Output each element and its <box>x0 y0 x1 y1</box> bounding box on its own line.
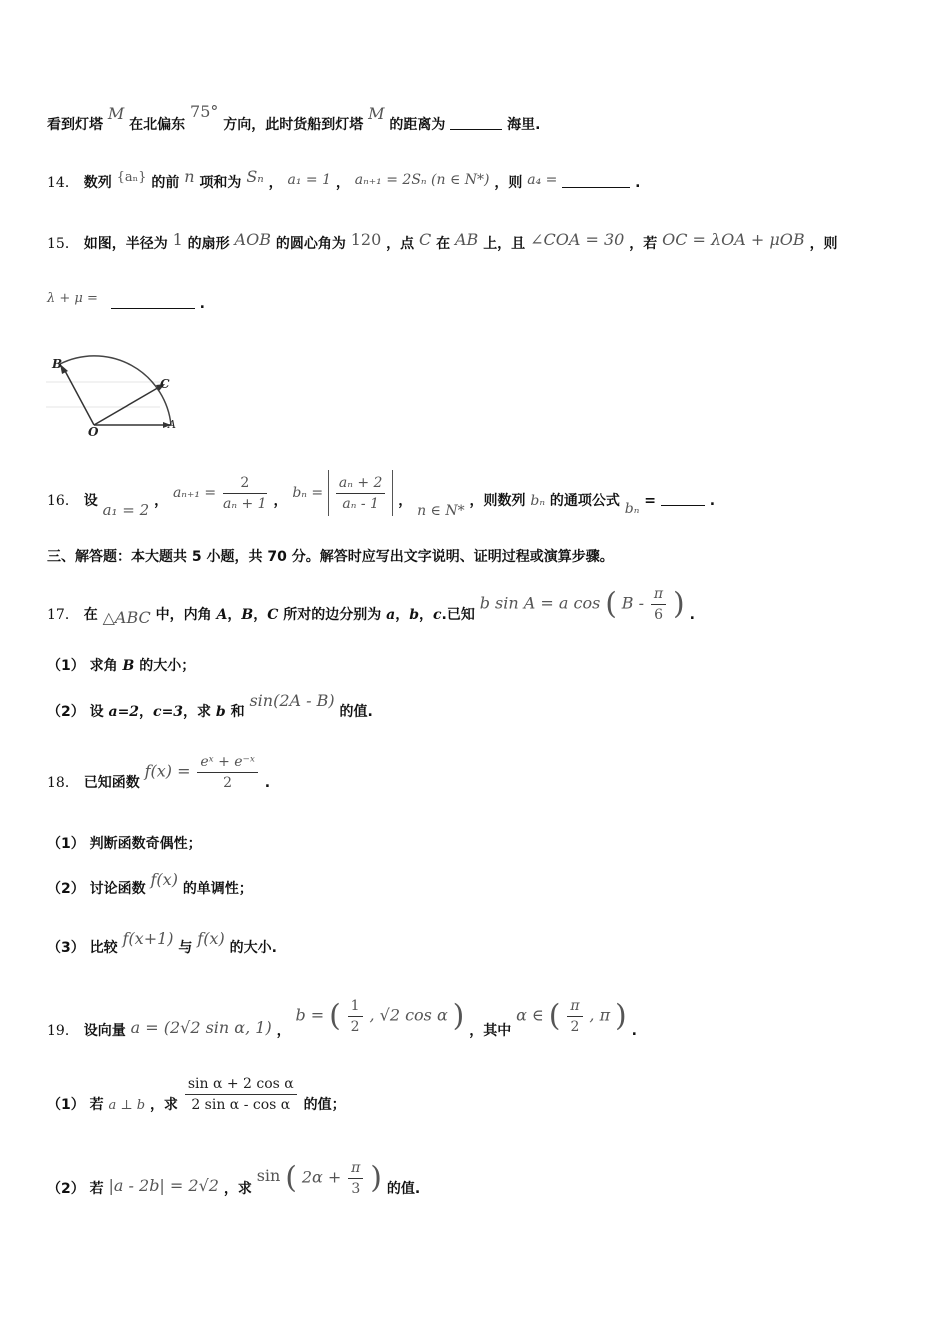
part-label: （1） <box>47 836 85 852</box>
part-label: （1） <box>47 1096 85 1113</box>
section-3-heading <box>47 547 614 567</box>
q14-text: 项和为 <box>199 175 242 191</box>
part-label: （3） <box>47 940 85 956</box>
math-b-vec: b = <box>295 1005 325 1025</box>
q14-text: ，则 <box>494 175 523 191</box>
math-bseq: bₙ <box>530 493 546 509</box>
q18-part-2 <box>47 870 253 899</box>
q13-line <box>47 102 541 135</box>
q18-part-1 <box>47 834 202 854</box>
part-text: ，求 <box>183 704 212 720</box>
q15-text: 在 <box>436 236 451 252</box>
part-text: 的大小； <box>139 658 196 674</box>
b-fraction <box>336 473 386 514</box>
math-sin: sin <box>256 1165 281 1185</box>
math-expr: sin(2A - B) <box>249 691 335 710</box>
math-f: f(x) <box>150 870 178 889</box>
part-text: 求角 <box>89 658 118 674</box>
answer-blank <box>562 173 630 188</box>
question-15-ask: λ + μ = . <box>47 291 205 312</box>
q16-text: 设 <box>83 493 98 509</box>
part-text: 和 <box>230 704 245 720</box>
question-number: 17． <box>47 606 79 623</box>
part-text: 讨论函数 <box>89 881 146 897</box>
math-n: n <box>184 167 195 186</box>
q15-text: ，则 <box>809 236 838 252</box>
math-domain: n ∈ N* <box>417 503 465 519</box>
q15-text: 的扇形 <box>187 236 230 252</box>
math-cond: ∠COA = 30 <box>530 230 625 249</box>
frac-den: 6 <box>654 607 663 623</box>
math-cond: aₙ₊₁ = 2Sₙ (n ∈ N*) <box>354 172 490 188</box>
q13-text: 海里. <box>507 117 541 133</box>
q13-text: 方向，此时货船到灯塔 <box>223 117 364 133</box>
question-17: 17． 在 △ABC 中，内角 A，B，C 所对的边分别为 a，b，c.已知 b sin A = a cos ( B - $\frac{\pi}{6}$ ) . <box>47 586 695 627</box>
part-text: 若 <box>89 1180 104 1197</box>
var-B: B <box>122 658 135 674</box>
question-16: 16． 设 a₁ = 2 ， aₙ₊₁ = $\frac{2}{\text{aₙ + 1}}$ ， bₙ = $\frac{\text{aₙ + 2}}{\text{aₙ - 1}}$ ， n ∈ N* ，则数列 bₙ 的通项公式 bₙ = . <box>47 470 715 516</box>
q16-text: 的通项公式 <box>549 493 620 509</box>
part-label: （2） <box>47 881 85 897</box>
math-r: 1 <box>172 230 183 249</box>
part-text: 判断函数奇偶性； <box>89 836 202 852</box>
q16-text: ，则数列 <box>469 493 526 509</box>
q13-text: 看到灯塔 <box>47 117 103 133</box>
question-number: 15． <box>47 236 79 252</box>
frac-num: π <box>567 996 582 1017</box>
q18-text: 已知函数 <box>83 774 140 791</box>
q13-text: 的距离为 <box>389 117 446 133</box>
pi-over-3 <box>348 1158 363 1199</box>
math-a-vec: a = (2√2 sin α, 1) <box>130 1017 272 1037</box>
question-number: 19． <box>47 1022 79 1039</box>
math-cond: |a - 2b| = 2√2 <box>108 1175 219 1195</box>
frac-num: 1 <box>348 996 363 1017</box>
math-angle: 75° <box>190 102 219 121</box>
q17-part-1 <box>47 656 195 676</box>
q19-part-1 <box>47 1074 346 1115</box>
question-number: 18． <box>47 774 79 791</box>
frac-den: 2 sin α - cos α <box>191 1097 291 1113</box>
q19-text: ，其中 <box>469 1022 512 1039</box>
var-B: B <box>241 606 254 623</box>
f-fraction <box>197 752 258 793</box>
part-text: 的大小. <box>229 940 277 956</box>
q17-text: 中，内角 <box>155 606 212 623</box>
label-C: C <box>160 377 170 391</box>
math-rec-lhs: aₙ₊₁ = <box>172 485 217 501</box>
q17-text: 在 <box>83 606 98 623</box>
frac-num: aₙ + 2 <box>336 473 386 494</box>
math-sector: AOB <box>234 230 271 249</box>
var-A: A <box>216 606 228 623</box>
q13-text: 在北偏东 <box>129 117 186 133</box>
abs-bar <box>328 470 329 516</box>
math-seq: {aₙ} <box>116 170 147 185</box>
sector-figure <box>40 344 190 439</box>
question-14: 14． 数列 {aₙ} 的前 n 项和为 Sₙ ， a₁ = 1 ， aₙ₊₁ = 2Sₙ (n ∈ N*) ，则 a₄ = . <box>47 167 641 191</box>
q15-text: 上，且 <box>483 236 526 252</box>
var-b: b <box>215 704 226 720</box>
part-text: ，求 <box>149 1096 178 1113</box>
pi-over-6 <box>651 584 666 625</box>
frac-den: 2 <box>350 1019 360 1035</box>
math-M: M <box>107 104 125 123</box>
part-text: 的值. <box>386 1180 421 1197</box>
math-eq: b sin A = a cos <box>479 593 601 613</box>
math-alpha: α ∈ <box>516 1005 544 1025</box>
q17-text: 所对的边分别为 <box>283 606 382 623</box>
part-label: （1） <box>47 658 85 674</box>
math-M: M <box>368 104 385 123</box>
question-number: 16． <box>47 493 79 509</box>
pi-over-2 <box>567 996 582 1037</box>
math-a-rest: , π <box>589 1005 611 1025</box>
frac-den: aₙ - 1 <box>342 495 379 512</box>
math-b-rest: , √2 cos α <box>369 1005 448 1025</box>
frac-den: 2 <box>223 775 233 791</box>
q17-text: .已知 <box>441 606 475 623</box>
label-O: O <box>88 425 99 439</box>
var-cond: a=2 <box>108 704 140 720</box>
answer-blank <box>450 115 502 130</box>
question-18: 18． 已知函数 f(x) = $\frac{\text{eˣ + e⁻ˣ}}{2}$ . <box>47 754 271 791</box>
question-19: 19． 设向量 a = (2√2 sin α, 1) ， b = ( $\frac{1}{2}$ , √2 cos α ) ，其中 α ∈ ( $\frac{\pi}{2}$ , π ) . <box>47 998 637 1039</box>
q14-text: 数列 <box>83 175 112 191</box>
math-eq-inner: B - <box>621 593 645 613</box>
frac-num: π <box>651 584 666 605</box>
math-cond: a₁ = 1 <box>287 172 332 188</box>
math-vec: OC = λOA + μOB <box>662 230 805 249</box>
trig-fraction <box>185 1074 297 1115</box>
frac-num: π <box>348 1158 363 1179</box>
q15-text: ，点 <box>386 236 415 252</box>
part-text: 若 <box>89 1096 104 1113</box>
answer-blank <box>661 491 705 506</box>
frac-den: 2 <box>570 1019 580 1035</box>
q18-part-3 <box>47 929 277 958</box>
math-f: f(x) = <box>144 761 191 781</box>
frac-num: sin α + 2 cos α <box>185 1074 297 1095</box>
part-text: 设 <box>89 704 104 720</box>
frac-num: 2 <box>223 473 267 494</box>
answer-blank <box>111 294 195 309</box>
q14-text: 的前 <box>151 175 180 191</box>
segment-OB <box>64 369 94 425</box>
math-S: Sₙ <box>246 167 264 186</box>
math-a1: a₁ = 2 <box>102 501 150 519</box>
part-text: 的单调性； <box>182 881 253 897</box>
q19-text: 设向量 <box>83 1022 126 1039</box>
label-B: B <box>52 357 63 371</box>
segment-OC <box>94 386 161 425</box>
faded-scan-marks <box>46 382 160 407</box>
part-label: （2） <box>47 704 85 720</box>
part-text: 比较 <box>89 940 118 956</box>
part-text: 的值. <box>339 704 373 720</box>
math-angle: 120 <box>350 230 382 249</box>
math-perp: a ⊥ b <box>108 1097 146 1113</box>
math-bn: bₙ <box>624 501 640 517</box>
math-inner: 2α + <box>301 1167 342 1187</box>
math-C: C <box>419 230 432 249</box>
var-a: a <box>386 606 396 623</box>
part-text: 的值； <box>303 1096 346 1113</box>
math-f: f(x+1) <box>122 929 174 948</box>
part-text: 与 <box>178 940 193 956</box>
var-b: b <box>409 606 419 623</box>
part-label: （2） <box>47 1180 85 1197</box>
abs-bar <box>392 470 393 516</box>
var-C: C <box>267 606 279 623</box>
frac-num: eˣ + e⁻ˣ <box>197 752 258 773</box>
math-b-lhs: bₙ = <box>292 485 324 501</box>
rec-fraction <box>223 473 267 514</box>
math-arc: AB <box>455 230 479 249</box>
q16-text: = <box>644 493 657 509</box>
var-cond: c=3 <box>153 704 184 720</box>
half-fraction <box>348 996 363 1037</box>
math-triangle: △ABC <box>102 607 151 627</box>
q15-text: ，若 <box>629 236 658 252</box>
q15-text: 如图，半径为 <box>83 236 168 252</box>
frac-den: 3 <box>351 1181 361 1197</box>
section-title: 三、解答题：本大题共 5 小题，共 70 分。解答时应写出文字说明、证明过程或演算步骤。 <box>47 549 614 565</box>
question-number: 14． <box>47 175 79 191</box>
math-f: f(x) <box>197 929 225 948</box>
q15-text: 的圆心角为 <box>275 236 346 252</box>
label-A: A <box>168 418 176 431</box>
var-c: c <box>432 606 442 623</box>
q19-part-2: （2） 若 |a - 2b| = 2√2 ，求 sin ( 2α + $\frac{\pi}{3}$ ) 的值. <box>47 1160 421 1197</box>
frac-den: aₙ + 1 <box>223 495 267 512</box>
math-ask: λ + μ = <box>47 291 98 306</box>
math-a4: a₄ = <box>527 172 558 188</box>
part-text: ，求 <box>223 1180 252 1197</box>
q17-part-2: （2） 设 a=2，c=3，求 b 和 sin(2A - B) 的值. <box>47 691 373 720</box>
question-15 <box>47 230 838 254</box>
